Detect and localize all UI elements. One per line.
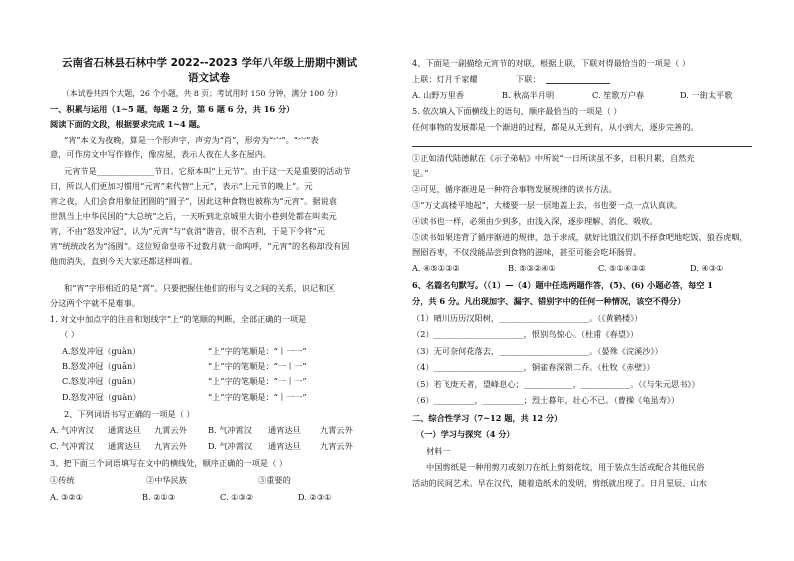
q4-option-d: D. 一街太平歌	[680, 90, 733, 100]
q5-answer-line	[412, 146, 752, 147]
q3-word-3: ③重要的	[258, 475, 291, 485]
q3-word-2: ②中华民族	[146, 475, 187, 485]
q3-option-a: A. ③②①	[50, 492, 84, 502]
q2-option-c: C. 气冲霄汉	[50, 441, 94, 451]
paragraph-line: 宵，不由“怒发冲冠”，认为“元宵”与“袁消”谐音，很不吉利，于是下令将“元	[50, 226, 325, 236]
question-4: 4、下面是一副描绘元宵节的对联，根据上联，下联对得最恰当的一项是（ ）	[412, 58, 691, 68]
q6-item: （5）若飞庚天者，望峰息心；____________，____________。（《与朱元思书》）	[412, 379, 700, 389]
material-1-line: 中国剪纸是一种用剪刀或刻刀在纸上剪刻花纹，用于装点生活或配合其他民俗	[426, 462, 705, 472]
question-1-bracket: （ ）	[60, 329, 79, 339]
reading-intro: 阅读下面的文段，根据要求完成 1~4 题。	[50, 119, 205, 129]
q5-option-c: C. ⑤①④③②	[598, 263, 646, 273]
paragraph-line: 日，所以人们更加习惯用“元宵”来代替“上元”，表示“上元节的晚上”。元	[50, 181, 313, 191]
paragraph-line: “宵”本义为夜晚，算是一个形声字，声旁为“肖”，形旁为“宀”。“宀”表	[64, 135, 319, 145]
q4-answer-blank	[546, 83, 610, 84]
exam-note: （本试卷共四个大题，26 个小题，共 8 页；考试用时 150 分钟，满分 100 分）	[62, 89, 343, 98]
q1-option-d: D.怒发冲冠（guàn）	[62, 392, 141, 402]
q5-option-a: A. ④⑤①③②	[412, 263, 460, 273]
question-6-cont: 分，共 6 分。凡出现加字、漏字、错别字中的任何一种情况，该空不得分）	[412, 296, 686, 306]
q2-option-word: 通宵达旦	[268, 441, 301, 451]
question-6: 6、名篇名句默写。（（1）—（4）题中任选两题作答，(5)、(6) 小题必答，每空 1	[412, 280, 713, 290]
paragraph-line: 和“宵”字形相近的是“霄”。只要把握住他们的形与义之间的关系，识记和区	[64, 283, 335, 293]
q5-item: 囫囵吞枣，不仅没能品尝到食物的滋味，甚至可能会吃坏肠胃。	[412, 247, 642, 257]
q4-up-line: 上联：灯月千家耀	[412, 74, 478, 84]
q2-option-d: D. 气冲霄汉	[208, 441, 253, 451]
subsection-heading: （一）学习与探究（4 分）	[416, 429, 515, 439]
q1-option-b: B.怒发冲冠（guān）	[62, 361, 141, 371]
exam-subtitle: 语文试卷	[188, 72, 230, 84]
paragraph-line: 宵”统统改名为“汤圆”。这位短命皇帝不过数月就一命呜呼，“元宵”的名称却没有因	[50, 241, 350, 251]
q4-down-line: 下联：	[516, 74, 541, 84]
q2-option-word: 九宵云外	[154, 441, 187, 451]
question-5: 5. 依次填入下面横线上的语句，顺序最恰当的一项是（ ）	[412, 106, 622, 116]
paragraph-line: 世凯当上中华民国的“大总统”之后，一天听到北京城里大街小巷到处都在叫卖元	[50, 211, 337, 221]
paragraph-line: 宵之夜，人们会食用象征团圆的“圆子”，因此这种食物也被称为“元宵”。据说袁	[50, 196, 337, 206]
exam-title: 云南省石林县石林中学 2022--2023 学年八年级上册期中测试	[62, 57, 357, 69]
q5-item: ②可见，循序渐进是一种符合事物发展规律的读书方法。	[412, 184, 617, 194]
q3-option-b: B. ②①③	[142, 492, 176, 502]
q2-option-word: 通霄达旦	[108, 425, 141, 435]
q4-option-b: B. 秋高半月明	[502, 90, 555, 100]
q2-option-b: B. 气冲霄汉	[208, 425, 252, 435]
q1-option-d-stroke: “上”字的笔顺是：“丨一一”	[208, 392, 307, 402]
section-1-heading: 一、积累与运用（1~5 题，每题 2 分，第 6 题 6 分，共 16 分）	[50, 104, 295, 114]
q2-option-word: 通宵达旦	[268, 425, 301, 435]
q6-item: （1）晴川历历汉阳树，______________________。（《黄鹤楼》）	[412, 313, 643, 323]
q2-option-word: 九宵云外	[320, 441, 353, 451]
q2-option-word: 通霄达旦	[108, 441, 141, 451]
q1-option-c: C.怒发冲冠（guān）	[62, 376, 141, 386]
paragraph-line: 意，可作房文中写作修作，像房屋，表示人夜在人多在屋内。	[50, 149, 272, 159]
paragraph-line: 他而消失，直到今天大家还都这样叫着。	[50, 256, 198, 266]
paragraph-line: 元宵节是______________节日。它原本叫“上元节”。由于这一天是重要的活动节	[64, 166, 351, 176]
q1-option-a: A.怒发冲冠（guàn）	[62, 346, 141, 356]
material-1-line: 活动的民间艺术。早在汉代，随着造纸术的发明，剪纸就出现了。日月星辰、山水	[412, 478, 707, 488]
q5-option-d: D. ④③①	[690, 263, 724, 273]
q4-option-c: C. 笙歌万户春	[592, 90, 645, 100]
q5-item: ①正如清代陆德献在《示子弟帖》中所说“一日所读虽不多，日积月累，自然充	[412, 153, 695, 163]
q2-option-a: A. 气冲宵汉	[50, 425, 94, 435]
q2-option-word: 九霄云外	[320, 425, 353, 435]
question-1: 1. 对文中加点字的注音和划线字“上”的笔顺的判断，全部正确的一项是	[50, 314, 307, 324]
paragraph-line: 分这两个字就不是难事。	[50, 298, 141, 308]
q6-item: （2）______________________，恨别鸟惊心。（杜甫《春望》）	[412, 329, 639, 339]
q1-option-b-stroke: “上”字的笔顺是：“一丨一”	[208, 361, 307, 371]
q5-item: 足。”	[412, 168, 429, 178]
q3-option-d: D. ②③①	[298, 492, 332, 502]
q2-option-word: 九霄云外	[154, 425, 187, 435]
material-1-label: 材料一	[426, 446, 451, 456]
q3-option-c: C. ①③②	[220, 492, 254, 502]
q4-option-a: A. 山野万里香	[412, 90, 465, 100]
q5-item: ④读书也一样，必须由少到多，由浅入深，逐步理解、消化、吸收。	[412, 216, 658, 226]
q3-word-1: ①传统	[50, 475, 75, 485]
q5-item: ③“万丈高楼平地起”，大楼要一层一层地盖上去，书也要一点一点认真读。	[412, 200, 683, 210]
section-2-heading: 二、综合性学习（7~12 题，共 12 分）	[412, 413, 563, 423]
q5-item: ⑤读书如果违背了循序渐进的规律，急于求成，就好比饿汉们饥不择食吧地吃饭，狼吞虎咽，	[412, 232, 748, 242]
q6-item: （4）______________________，铜雀春深锁二乔。（杜牧《赤壁》）	[412, 362, 655, 372]
q5-option-b: B. ⑤③②④①	[508, 263, 556, 273]
q6-item: （6）__________，__________；烈士暮年，壮心不已。（曹操《龟虽寿》）	[412, 395, 680, 405]
question-2: 2、下列词语书写正确的一项是（ ）	[64, 409, 195, 419]
q1-option-a-stroke: “上”字的笔顺是：“丨一一”	[208, 346, 307, 356]
question-3: 3、把下面三个词语填写在文中的横线处，顺序正确的一项是（ ）	[50, 458, 288, 468]
q5-text: 任何事物的发展都是一个渐进的过程，都是从无到有，从小到大，逐步完善的。	[412, 122, 699, 132]
q6-item: （3）无可奈何花落去，______________________。（晏殊《浣溪沙》）	[412, 346, 663, 356]
q1-option-c-stroke: “上”字的笔顺是：“一丨一”	[208, 376, 307, 386]
